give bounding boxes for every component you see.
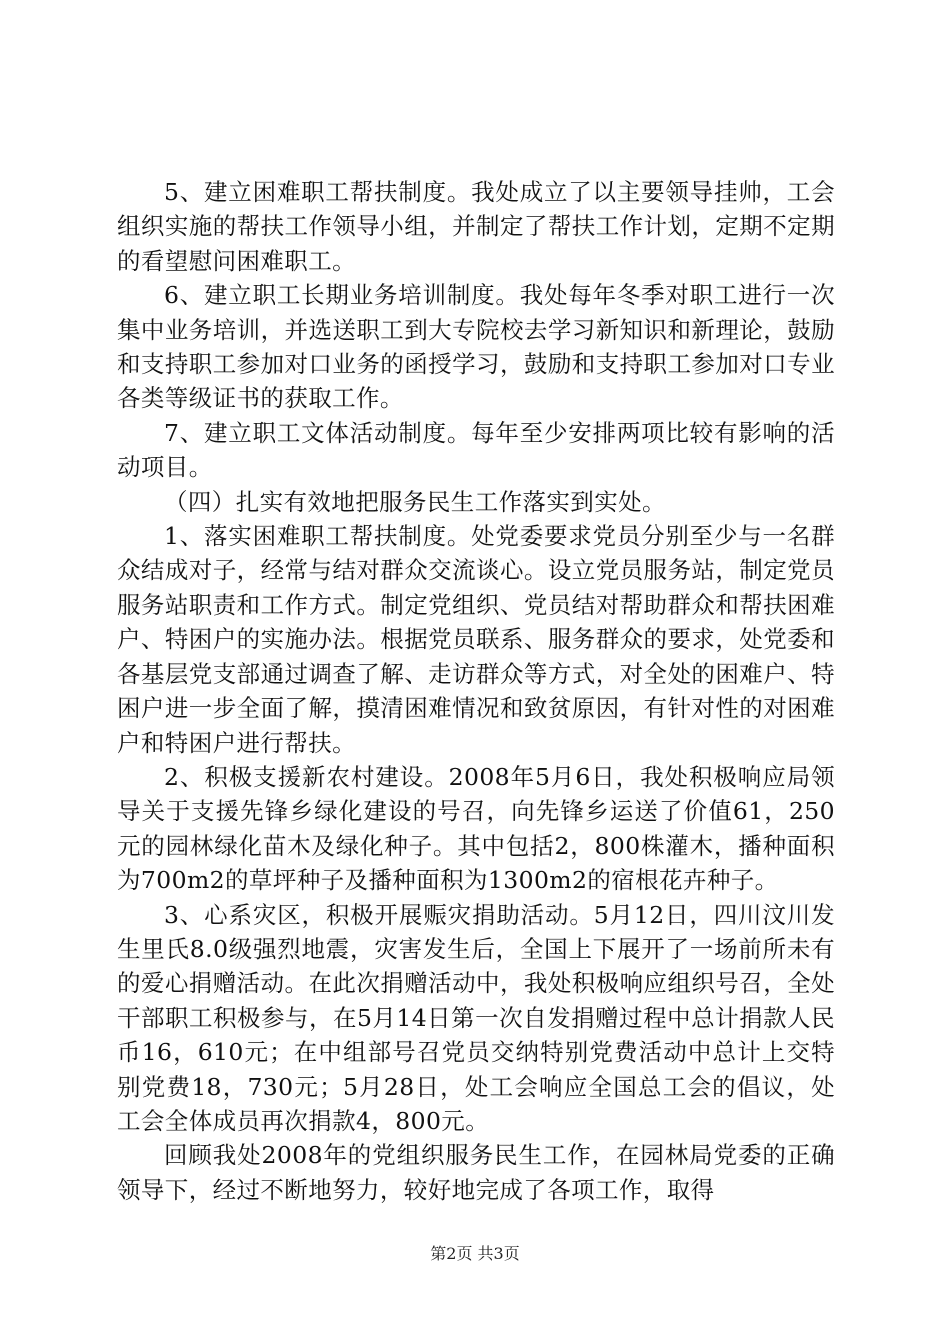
paragraph-5-hardship-support: 5、建立困难职工帮扶制度。我处成立了以主要领导挂帅，工会组织实施的帮扶工作领导小组，并制定了帮扶工作计划，定期不定期的看望慰问困难职工。	[117, 178, 835, 275]
paragraph-6-training: 6、建立职工长期业务培训制度。我处每年冬季对职工进行一次集中业务培训，并选送职工到大专院校去学习新知识和新理论，鼓励和支持职工参加对口业务的函授学习，鼓励和支持职工参加对口专业各类等级证书的获取工作。	[117, 281, 835, 413]
paragraph-7-cultural-activities: 7、建立职工文体活动制度。每年至少安排两项比较有影响的活动项目。	[117, 418, 835, 482]
document-body	[117, 175, 835, 1207]
section-heading-4: （四）扎实有效地把服务民生工作落实到实处。	[164, 487, 666, 516]
paragraph-1-implement-support: 1、落实困难职工帮扶制度。处党委要求党员分别至少与一名群众结成对子，经常与结对群众交流谈心。设立党员服务站，制定党员服务站职责和工作方式。制定党组织、党员结对帮助群众和帮扶困难户、特困户的实施办法。根据党员联系、服务群众的要求，处党委和各基层党支部通过调查了解、走访群众等方式，对全处的困难户、特困户进一步全面了解，摸清困难情况和致贫原因，有针对性的对困难户和特困户进行帮扶。	[117, 522, 835, 757]
paragraph-review: 回顾我处2008年的党组织服务民生工作，在园林局党委的正确领导下，经过不断地努力，较好地完成了各项工作，取得	[117, 1141, 835, 1204]
paragraph-3-disaster-relief: 3、心系灾区，积极开展赈灾捐助活动。5月12日，四川汶川发生里氏8.0级强烈地震，灾害发生后，全国上下展开了一场前所未有的爱心捐赠活动。在此次捐赠活动中，我处积极响应组织号召，全处干部职工积极参与，在5月14日第一次自发捐赠过程中总计捐款人民币16，610元；在中组部号召党员交纳特别党费活动中总计上交特别党费18，730元；5月28日，处工会响应全国总工会的倡议，处工会全体成员再次捐款4，800元。	[117, 900, 835, 1135]
paragraph-2-rural-construction: 2、积极支援新农村建设。2008年5月6日，我处积极响应局领导关于支援先锋乡绿化建设的号召，向先锋乡运送了价值61，250元的园林绿化苗木及绿化种子。其中包括2，800株灌木，播种面积为700m2的草坪种子及播种面积为1300m2的宿根花卉种子。	[117, 762, 835, 895]
page-footer: 第2页 共3页	[430, 1244, 520, 1263]
